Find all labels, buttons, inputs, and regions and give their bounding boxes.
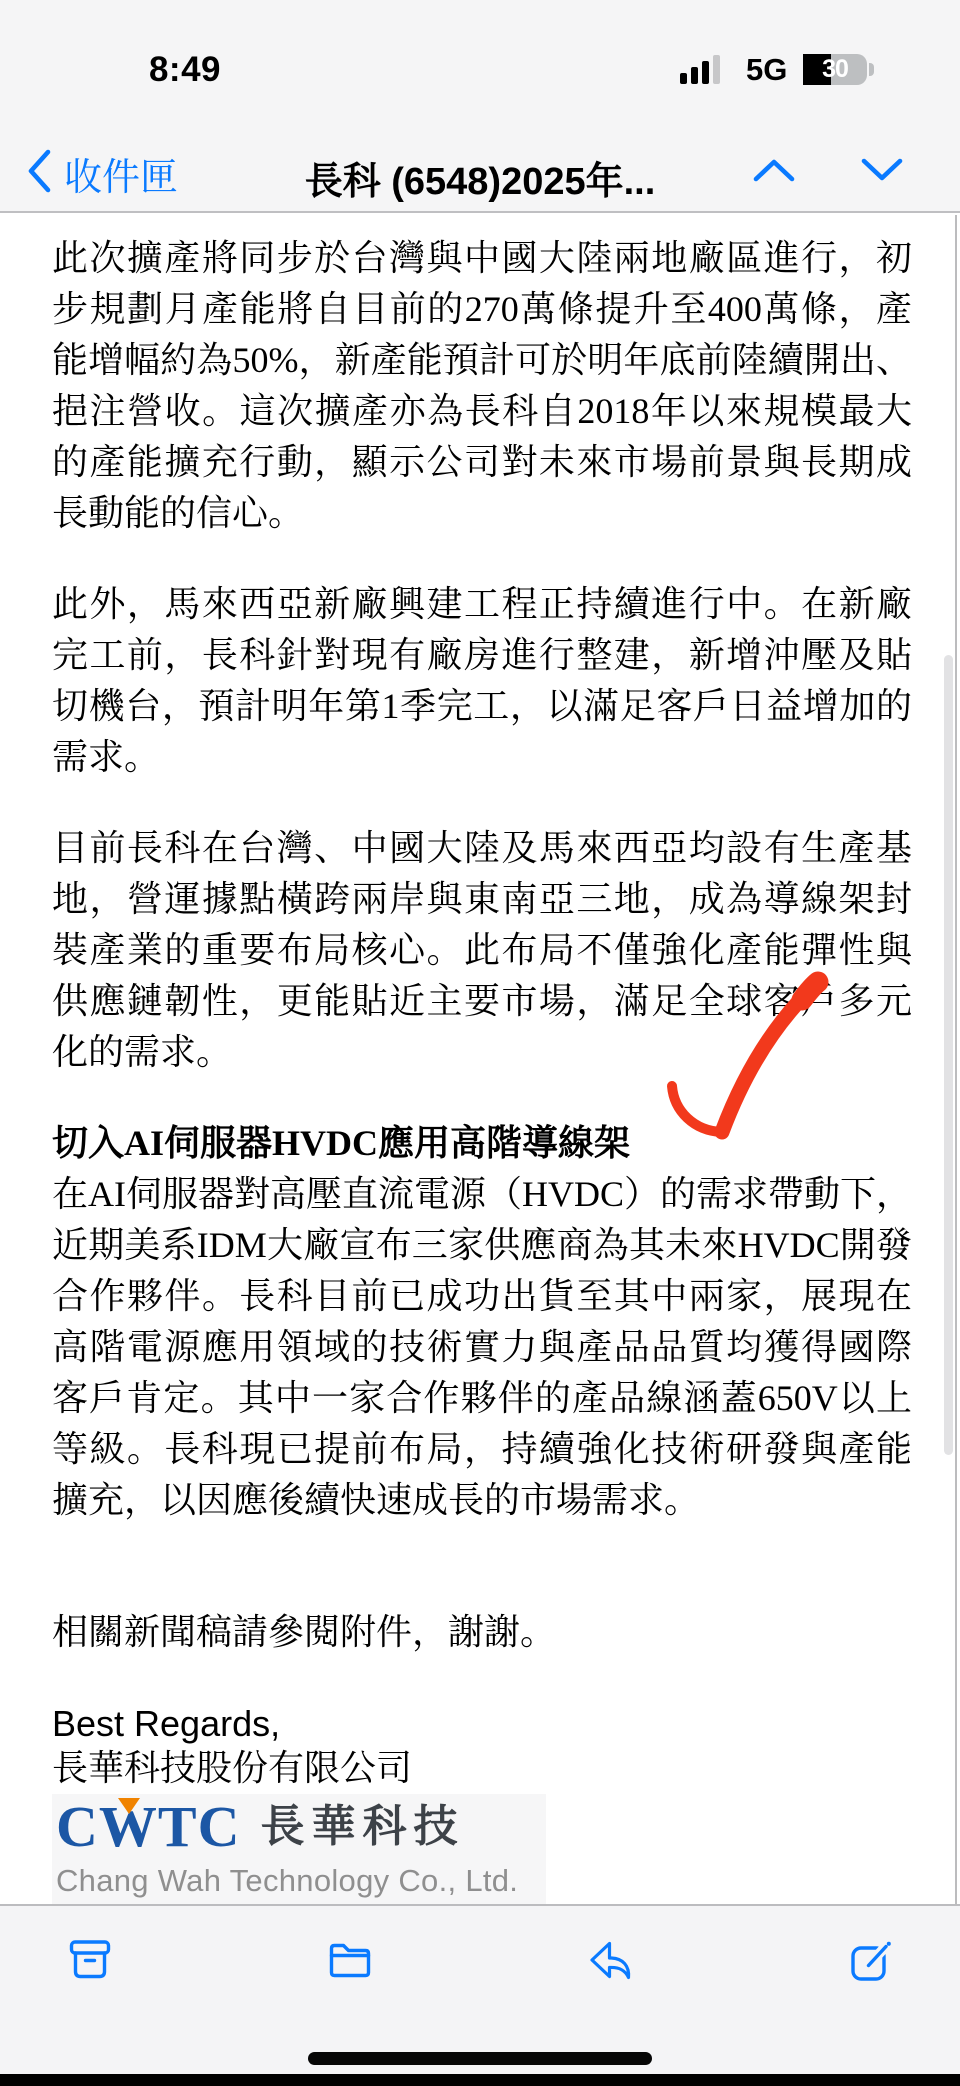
logo-company-en: Chang Wah Technology Co., Ltd.: [56, 1863, 519, 1898]
closing-text: 相關新聞稿請參閱附件，謝謝。: [52, 1611, 557, 1652]
logo-triangle-icon: [118, 1798, 140, 1814]
folder-button[interactable]: [326, 1936, 374, 1984]
logo-row: [56, 1794, 518, 1859]
back-chevron-icon: [26, 148, 52, 199]
back-to-inbox-button[interactable]: [26, 146, 178, 201]
battery-percentage: 30: [822, 55, 848, 83]
paragraph-expansion: 此次擴產將同步於台灣與中國大陸兩地廠區進行，初步規劃月產能將自目前的270萬條提升至400萬條，產能增幅約為50%，新產能預計可於明年底前陸續開出、挹注營收。這次擴產亦為長科自2018年以來規模最大的產能擴充行動，顯示公司對未來市場前景與長期成長動能的信心。: [52, 238, 912, 533]
compose-button[interactable]: [846, 1936, 894, 1984]
logo-acronym: CWTC: [56, 1794, 241, 1859]
top-bars: [0, 0, 960, 213]
home-indicator[interactable]: [308, 2052, 652, 2065]
status-time: 8:49: [148, 50, 222, 89]
scrollbar-thumb[interactable]: [944, 655, 953, 1455]
company-logo: [52, 1794, 546, 1909]
signal-bar: [702, 61, 709, 84]
logo-name-zh: 長華科技: [260, 1802, 465, 1851]
archive-button[interactable]: [66, 1936, 114, 1984]
email-text: [0, 215, 960, 1965]
battery-nub: [869, 63, 874, 76]
content-right-edge: [955, 215, 957, 1904]
reply-button[interactable]: [586, 1936, 634, 1984]
signature-company-zh: 長華科技股份有限公司: [52, 1747, 413, 1788]
cellular-signal-icon: [680, 54, 720, 84]
signal-bar: [680, 73, 687, 84]
section-heading: 切入AI伺服器HVDC應用高階導線架: [52, 1123, 631, 1163]
paragraph-hvdc: 在AI伺服器對高壓直流電源（HVDC）的需求帶動下，近期美系IDM大廠宣布三家供應商為其未來HVDC開發合作夥伴。長科目前已成功出貨至其中兩家，展現在高階電源應用領域的技術實力與產品品質均獲得國際客戶肯定。其中一家合作夥伴的產品線涵蓋650V以上等級。長科現已提前布局，持續強化技術研發與產能擴充，以因應後續快速成長的市場需求。: [52, 1174, 912, 1520]
email-body: [0, 215, 960, 1904]
signature-regards: Best Regards,: [52, 1703, 281, 1744]
previous-message-button[interactable]: [750, 154, 798, 191]
folder-icon: [326, 1936, 374, 1984]
reply-icon: [586, 1936, 634, 1984]
chevron-down-icon: [858, 173, 906, 190]
mail-toolbar: [0, 1904, 960, 2074]
archive-icon: [66, 1936, 114, 1984]
network-type-label: 5G: [746, 52, 788, 87]
signal-bar: [691, 67, 698, 84]
email-subject-title: 長科 (6548)2025年...: [304, 161, 656, 203]
next-message-button[interactable]: [858, 154, 906, 191]
battery-icon: [803, 54, 867, 85]
back-button-label: 收件匣: [64, 157, 179, 199]
compose-icon: [846, 1936, 894, 1984]
chevron-up-icon: [750, 173, 798, 190]
paragraph-production-bases: 目前長科在台灣、中國大陸及馬來西亞均設有生產基地，營運據點橫跨兩岸與東南亞三地，成為導線架封裝產業的重要布局核心。此布局不僅強化產能彈性與供應鏈韌性，更能貼近主要市場，滿足全球客戶多元化的需求。: [52, 828, 912, 1072]
paragraph-malaysia-plant: 此外，馬來西亞新廠興建工程正持續進行中。在新廠完工前，長科針對現有廠房進行整建，新增沖壓及貼切機台，預計明年第1季完工，以滿足客戶日益增加的需求。: [52, 584, 912, 777]
signal-bar: [713, 55, 720, 84]
bottom-edge: [0, 2074, 960, 2086]
